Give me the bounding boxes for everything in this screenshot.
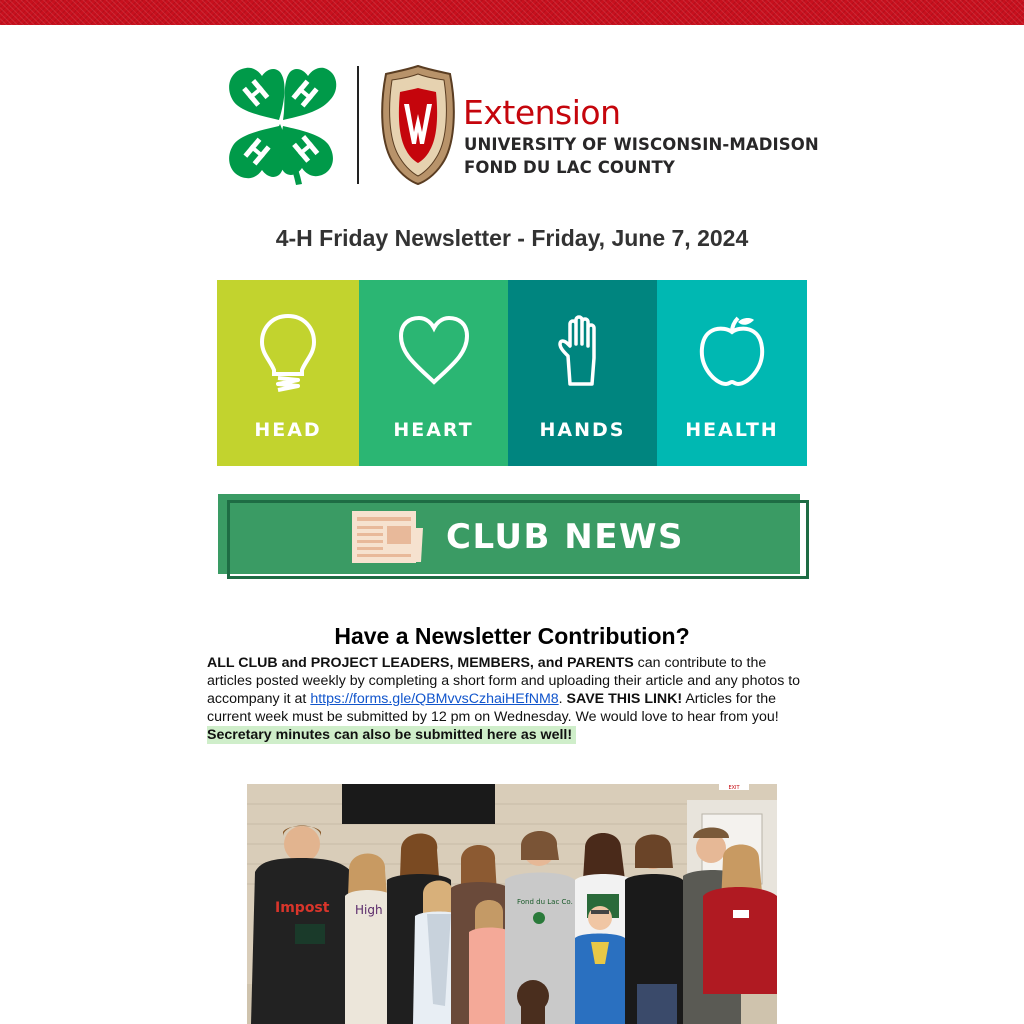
contribution-text-1: can contribute to the articles posted weekly by completing a short form and uploading their article and any photos to accompany it at	[207, 655, 801, 707]
uw-crest-icon	[378, 64, 458, 186]
contribution-heading: Have a Newsletter Contribution?	[334, 623, 690, 649]
panel-health-label: HEALTH	[685, 419, 779, 441]
panel-head	[217, 280, 359, 466]
contribution-text-2: .	[558, 691, 567, 707]
contribution-lead: ALL CLUB and PROJECT LEADERS, MEMBERS, and PARENTS	[207, 655, 634, 671]
group-photo	[247, 784, 777, 1024]
shirt-text-county: Fond du Lac Co.	[517, 898, 573, 906]
shirt-text-impost: Impost	[275, 900, 330, 916]
panel-hands	[508, 280, 657, 466]
contribution-text-3: Articles for the current week must be submitted by 12 pm on Wednesday. We would love to hear from you!	[207, 691, 779, 725]
county-name: FOND DU LAC COUNTY	[464, 158, 675, 177]
top-decorative-bar	[0, 0, 1024, 25]
extension-title: Extension	[463, 93, 621, 132]
save-link-note: SAVE THIS LINK!	[566, 691, 683, 707]
lightbulb-icon	[258, 314, 318, 394]
4h-clover-logo-icon	[222, 64, 340, 186]
newspaper-icon	[351, 510, 425, 564]
club-news-banner	[218, 494, 810, 582]
dog	[517, 980, 549, 1024]
shirt-text-high: High	[355, 903, 383, 917]
secretary-minutes-note: Secretary minutes can also be submitted here as well!	[207, 726, 576, 744]
hand-icon	[556, 314, 610, 388]
logo-divider	[357, 66, 359, 184]
heart-icon	[397, 314, 471, 386]
apple-icon	[698, 314, 766, 388]
club-news-label: CLUB NEWS	[446, 517, 684, 557]
contribution-body	[207, 654, 807, 744]
newsletter-title: 4-H Friday Newsletter - Friday, June 7, 2024	[275, 225, 749, 251]
panel-heart	[359, 280, 508, 466]
panel-health	[657, 280, 807, 466]
four-h-banner	[217, 280, 807, 466]
panel-head-label: HEAD	[254, 419, 322, 441]
submission-form-link[interactable]: https://forms.gle/QBMvvsCzhaiHEfNM8	[310, 691, 559, 707]
wall-tv	[342, 784, 495, 824]
exit-sign: EXIT	[728, 785, 740, 791]
panel-heart-label: HEART	[393, 419, 474, 441]
university-name: UNIVERSITY OF WISCONSIN-MADISON	[464, 135, 819, 154]
panel-hands-label: HANDS	[539, 419, 626, 441]
